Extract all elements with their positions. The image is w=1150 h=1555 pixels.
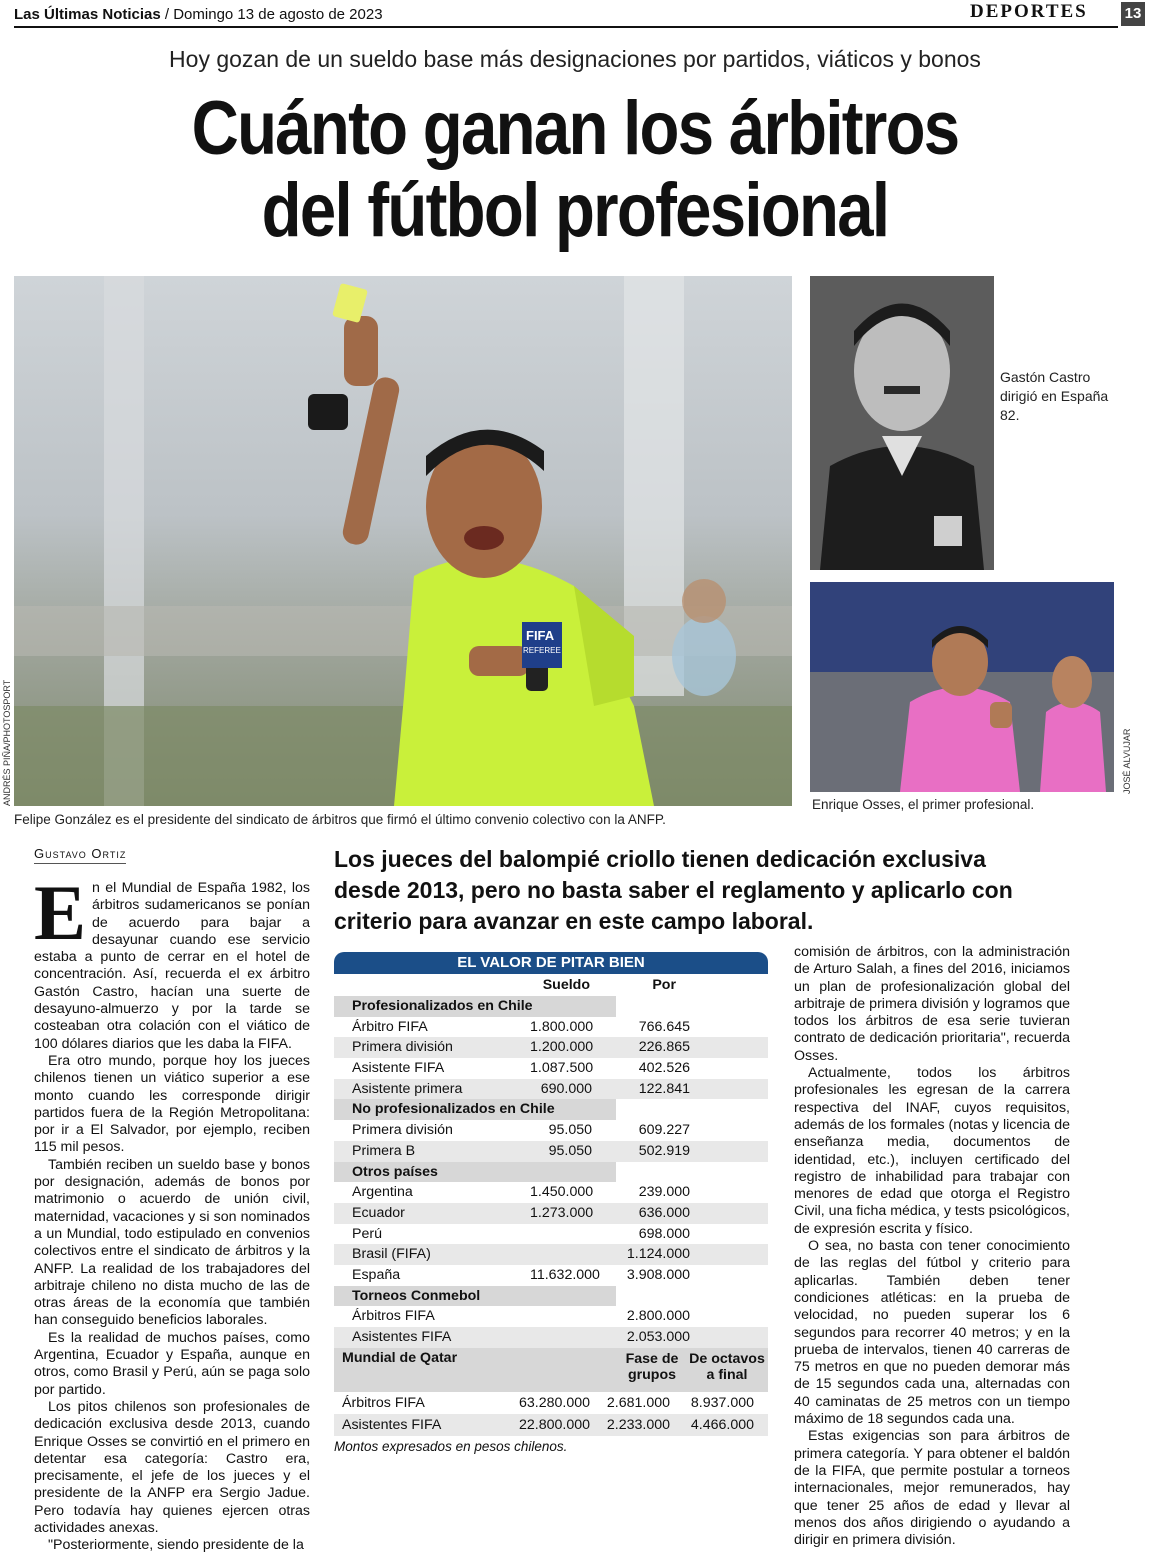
row-label: Primera división bbox=[352, 1122, 453, 1139]
article-paragraph bbox=[34, 869, 310, 1053]
section-blank bbox=[616, 1099, 768, 1120]
row-partido: 402.526 bbox=[638, 1060, 690, 1077]
article-paragraph: También reciben un sueldo base y bonos por designación, además de bonos por matrimonio o acuerdo de unión civil, maternidad, vacaciones y si son nominados a un Mundial, todo estipulado en convenios colectivos entre el sindicato de árbitros y la ANFP. La realidad de los trabajadores del arbitraje chileno no dista mucho de las de otras áreas de la economía que también han conseguido beneficios laborales. bbox=[34, 1156, 310, 1329]
section-name: No profesionalizados en Chile bbox=[352, 1101, 555, 1118]
row-label: Asistente primera bbox=[352, 1080, 463, 1097]
table-row bbox=[334, 1306, 768, 1327]
table-section-row bbox=[334, 1162, 768, 1183]
page-number: 13 bbox=[1121, 2, 1145, 26]
table-header bbox=[334, 974, 768, 996]
col-partido: Por bbox=[652, 977, 676, 993]
row-label: Ecuador bbox=[352, 1204, 405, 1221]
section-name: Profesionalizados en Chile bbox=[352, 998, 533, 1014]
table-section-row bbox=[334, 1099, 768, 1120]
row-label: Asistentes FIFA bbox=[342, 1416, 442, 1433]
table-row bbox=[334, 1327, 768, 1348]
row-sueldo: 1.450.000 bbox=[530, 1184, 594, 1201]
table-title: EL VALOR DE PITAR BIEN bbox=[334, 952, 768, 974]
row-partido: 239.000 bbox=[638, 1184, 690, 1201]
row-label: Brasil (FIFA) bbox=[352, 1246, 431, 1263]
photo-credit-main: ANDRÉS PIÑA/PHOTOSPORT bbox=[2, 679, 12, 806]
table-note: Montos expresados en pesos chilenos. bbox=[334, 1438, 568, 1454]
qatar-body bbox=[334, 1392, 768, 1436]
section-name: Torneos Conmebol bbox=[352, 1287, 481, 1304]
kicker: Hoy gozan de un sueldo base más designaciones por partidos, viáticos y bonos bbox=[169, 46, 981, 72]
row-partido: 698.000 bbox=[638, 1225, 690, 1242]
article-paragraph: Los pitos chilenos son profesionales de dedicación exclusiva desde 2013, cuando Enrique Osses se convirtió en el primero en detentar esa categoría: Castro era, precisamente, el jefe de los jueces y el presidente de la ANFP era Sergio Jadue. Pero todavía hay quienes ejercen otras actividades anexas. bbox=[34, 1398, 310, 1536]
row-sueldo: 63.280.000 bbox=[518, 1394, 590, 1411]
col-octavos: De octavos a final bbox=[689, 1350, 765, 1383]
row-partido: 2.053.000 bbox=[626, 1329, 690, 1345]
article-column-1 bbox=[34, 869, 310, 1555]
photo-credit-osses: JOSÉ ALVUJAR bbox=[1122, 728, 1132, 794]
row-label: Perú bbox=[352, 1225, 382, 1242]
row-label: Asistentes FIFA bbox=[352, 1329, 452, 1345]
row-sueldo: 1.273.000 bbox=[530, 1204, 594, 1221]
row-label: Argentina bbox=[352, 1184, 413, 1201]
row-partido: 636.000 bbox=[638, 1204, 690, 1221]
article-paragraph: Actualmente, todos los árbitros profesionales les egresan de la carrera respectiva del INAF, cuyos requisitos, además de los formales (notas y licencia de enseñanza media, documentos de identidad, etc.), incluyen certificado del registro de inhabilidad para trabajar con menores de edad que otorga el Registro Civil, una ficha médica, y tests psicológicos, de expresión escrita y físico. bbox=[794, 1065, 1071, 1237]
article-paragraph: O sea, no basta con tener conocimiento de las reglas del fútbol y criterio para aplicarlas. También deben tener condiciones atléticas: en la prueba de velocidad, no pueden superar los 6 segundos para recorrer 40 metros; y en la prueba de intervalos, tienen 40 carreras de 75 metros en que no pueden demorar más de 15 segundos cada una, alternadas con 40 caminatas de 25 metros con un tiempo máximo de 18 segundos cada una. bbox=[794, 1238, 1070, 1428]
table-row bbox=[334, 1141, 768, 1162]
fifa-badge: FIFA bbox=[526, 628, 555, 643]
row-partido: 766.645 bbox=[638, 1018, 690, 1035]
osses-illustration bbox=[810, 582, 1114, 792]
byline: Gustavo Ortiz bbox=[34, 846, 126, 864]
table-body bbox=[334, 996, 768, 1348]
row-sueldo bbox=[530, 1327, 608, 1348]
section-name: Otros países bbox=[352, 1163, 438, 1180]
row-partido: 609.227 bbox=[638, 1122, 690, 1139]
article-paragraph: comisión de árbitros, con la administración de Arturo Salah, a fines del 2016, iniciamos un plan de profesionalización global del arbitraje de primera división y logramos que todos los árbitros de esa serie tuvieran contrato de dedicación prioritaria", recuerda Osses. bbox=[794, 944, 1070, 1064]
fifa-badge-sub: REFEREE bbox=[523, 646, 561, 655]
issue-date: / Domingo 13 de agosto de 2023 bbox=[164, 6, 383, 23]
qatar-row bbox=[334, 1392, 768, 1414]
row-partido: 122.841 bbox=[638, 1080, 690, 1097]
row-sueldo: 95.050 bbox=[548, 1142, 592, 1159]
row-sueldo bbox=[530, 1306, 608, 1327]
table-row bbox=[334, 1244, 768, 1265]
row-sueldo: 690.000 bbox=[540, 1080, 592, 1097]
article-paragraph: Era otro mundo, porque hoy los jueces chilenos tienen un viático superior a ese monto cuando les corresponde dirigir partidos fuera de la Región Metropolitana: por ir a El Salvador, por ejemplo, reciben 115 mil pesos. bbox=[34, 1052, 310, 1156]
table-row bbox=[334, 1037, 768, 1058]
header-rule bbox=[14, 26, 1118, 28]
article-paragraph: Estas exigencias son para árbitros de primera categoría. Y para obtener el baldón de la FIFA, que permite postular a torneos internacionales, mejor remunerados, hay que tener 25 años de edad y llevar al menos dos años dirigiendo o ayudando a dirigir en primera división. bbox=[794, 1428, 1070, 1549]
dropcap: E bbox=[34, 869, 87, 956]
table-row bbox=[334, 1203, 768, 1224]
row-sueldo bbox=[530, 1244, 608, 1265]
row-octavos: 4.466.000 bbox=[690, 1416, 754, 1433]
headline-line-2: del fútbol profesional bbox=[261, 168, 889, 253]
osses-caption: Enrique Osses, el primer profesional. bbox=[812, 797, 1035, 812]
section-blank bbox=[616, 1286, 768, 1307]
paragraph-text: n el Mundial de España 1982, los árbitros sudamericanos se ponían de acuerdo para bajar a desayunar cuando ese servicio estaba a punto de cerrar en el hotel de concentración. Así, recuerda el ex árbitro Gastón Castro, hacían una suerte de desayuno-almuerzo y por la tarde se costeaban otra colación con el viático de 100 dólares diarios que les daba la FIFA. bbox=[34, 880, 310, 1052]
row-partido: 226.865 bbox=[638, 1039, 690, 1056]
qatar-header bbox=[334, 1348, 768, 1392]
article-column-3 bbox=[794, 944, 1070, 1549]
row-partido: 502.919 bbox=[638, 1142, 690, 1159]
row-sueldo: 1.200.000 bbox=[530, 1039, 594, 1056]
row-octavos: 8.937.000 bbox=[690, 1394, 754, 1411]
referee-illustration bbox=[14, 276, 792, 806]
lead-paragraph: Los jueces del balompié criollo tienen dedicación exclusiva desde 2013, pero no basta saber el reglamento y aplicarlo con criterio para avanzar en este campo laboral. bbox=[334, 846, 1013, 934]
table-section-row bbox=[334, 996, 768, 1017]
table-row bbox=[334, 1224, 768, 1245]
row-partido: 3.908.000 bbox=[626, 1266, 690, 1283]
table-section-row bbox=[334, 1286, 768, 1307]
row-label: Árbitro FIFA bbox=[352, 1018, 428, 1035]
row-label: Primera B bbox=[352, 1142, 416, 1159]
section-label: DEPORTES bbox=[970, 1, 1088, 22]
photo-caption-main: Felipe González es el presidente del sindicato de árbitros que firmó el último convenio colectivo con la ANFP. bbox=[14, 812, 666, 827]
row-sueldo: 95.050 bbox=[548, 1122, 592, 1139]
col-fase: Fase de grupos bbox=[625, 1350, 679, 1383]
row-fase: 2.233.000 bbox=[606, 1416, 670, 1433]
row-label: España bbox=[352, 1266, 401, 1283]
section-blank bbox=[616, 996, 768, 1017]
row-fase: 2.681.000 bbox=[606, 1394, 670, 1411]
headline-line-1: Cuánto ganan los árbitros bbox=[191, 86, 959, 171]
table-row bbox=[334, 1079, 768, 1100]
row-partido: 2.800.000 bbox=[626, 1308, 690, 1325]
qatar-title: Mundial de Qatar bbox=[342, 1349, 458, 1366]
table-row bbox=[334, 1058, 768, 1079]
section-blank bbox=[616, 1162, 768, 1183]
row-sueldo: 22.800.000 bbox=[518, 1416, 590, 1433]
row-sueldo bbox=[530, 1224, 608, 1245]
headline bbox=[81, 88, 1070, 252]
row-label: Primera división bbox=[352, 1039, 453, 1056]
table-row bbox=[334, 1017, 768, 1038]
salary-table bbox=[334, 952, 768, 1454]
masthead bbox=[14, 6, 383, 23]
castro-caption: Gastón Castro dirigió en España 82. bbox=[1000, 369, 1109, 423]
table-row bbox=[334, 1265, 768, 1286]
qatar-row bbox=[334, 1414, 768, 1436]
row-label: Árbitros FIFA bbox=[352, 1308, 435, 1325]
table-row bbox=[334, 1182, 768, 1203]
row-partido: 1.124.000 bbox=[626, 1246, 690, 1263]
row-sueldo: 1.087.500 bbox=[530, 1060, 594, 1077]
row-label: Asistente FIFA bbox=[352, 1060, 445, 1077]
row-label: Árbitros FIFA bbox=[342, 1394, 425, 1411]
castro-photo bbox=[810, 276, 994, 570]
col-sueldo: Sueldo bbox=[542, 977, 590, 993]
table-row bbox=[334, 1120, 768, 1141]
row-sueldo: 1.800.000 bbox=[530, 1018, 594, 1035]
article-paragraph: Es la realidad de muchos países, como Argentina, Ecuador y España, aunque en otros, como Brasil y Perú, aún se paga solo por partido. bbox=[34, 1329, 310, 1398]
row-sueldo: 11.632.000 bbox=[530, 1266, 600, 1283]
osses-photo bbox=[810, 582, 1114, 792]
paper-name: Las Últimas Noticias bbox=[14, 6, 161, 23]
referee-photo bbox=[14, 276, 792, 806]
article-paragraph: "Posteriormente, siendo presidente de la bbox=[48, 1537, 304, 1554]
castro-illustration bbox=[810, 276, 994, 570]
